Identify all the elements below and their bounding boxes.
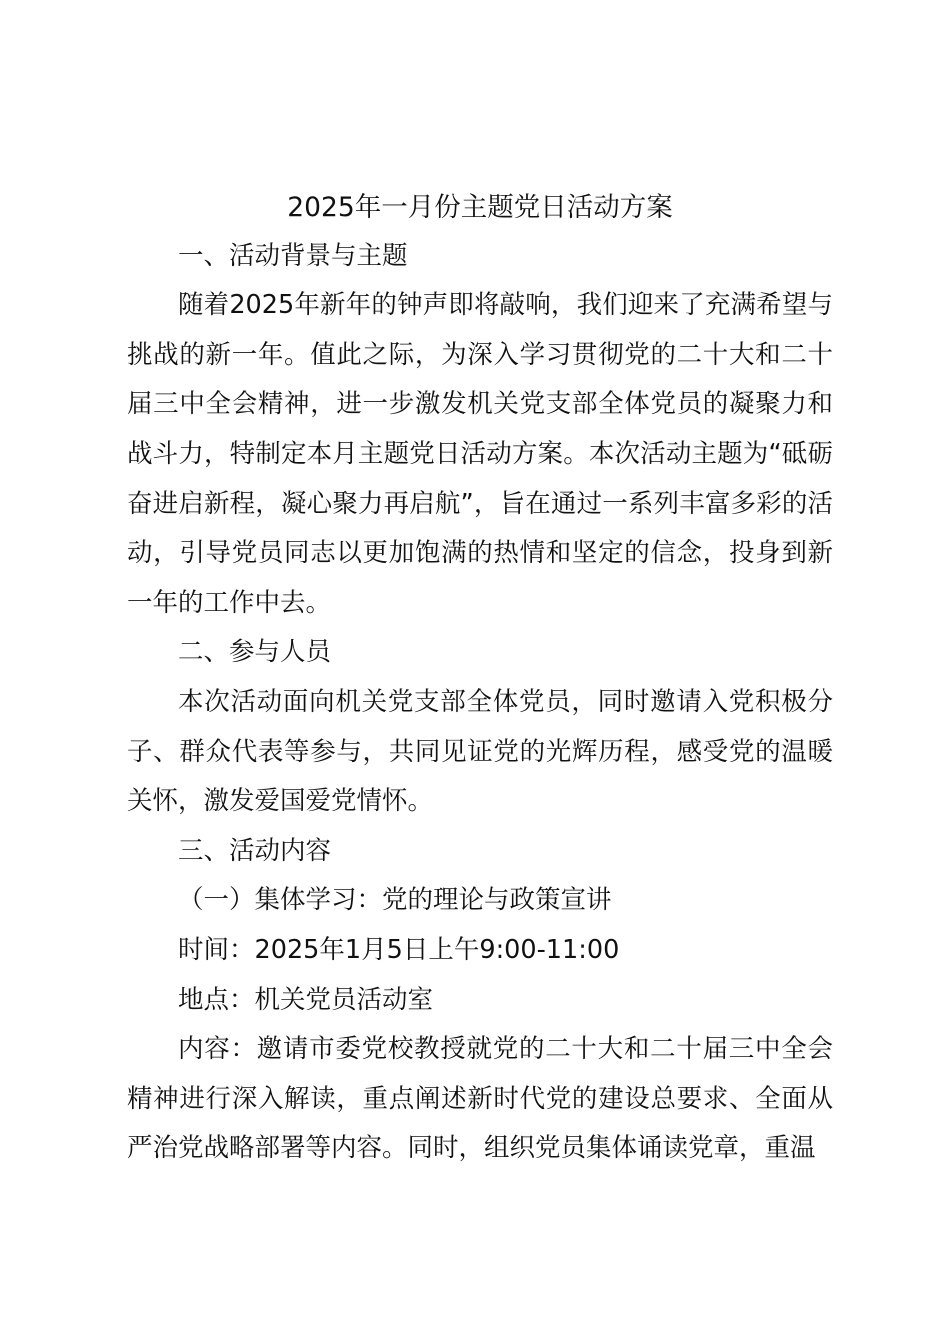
section-heading-background: 一、活动背景与主题 (178, 240, 408, 271)
section-heading-participants: 二、参与人员 (178, 637, 332, 668)
document-title: 2025年一月份主题党日活动方案 (287, 192, 673, 223)
section-heading-content: 三、活动内容 (178, 835, 332, 866)
activity-location: 地点：机关党员活动室 (178, 984, 434, 1015)
activity-details: 内容：邀请市委党校教授就党的二十大和二十届三中全会精神进行深入解读，重点阐述新时代党的建设总要求、全面从严治党战略部署等内容。同时，组织党员集体诵读党章，重温 (127, 1034, 833, 1164)
paragraph-background: 随着2025年新年的钟声即将敲响，我们迎来了充满希望与挑战的新一年。值此之际，为深入学习贯彻党的二十大和二十届三中全会精神，进一步激发机关党支部全体党员的凝聚力和战斗力，特制定本月主题党日活动方案。本次活动主题为“砥砺奋进启新程，凝心聚力再启航”，旨在通过一系列丰富多彩的活动，引导党员同志以更加饱满的热情和坚定的信念，投身到新一年的工作中去。 (127, 290, 833, 618)
subsection-heading-study: （一）集体学习：党的理论与政策宣讲 (178, 885, 612, 916)
paragraph-participants: 本次活动面向机关党支部全体党员，同时邀请入党积极分子、群众代表等参与，共同见证党的光辉历程，感受党的温暖关怀，激发爱国爱党情怀。 (127, 686, 833, 817)
activity-time: 时间：2025年1月5日上午9:00-11:00 (178, 934, 620, 965)
document-body (127, 183, 833, 1174)
